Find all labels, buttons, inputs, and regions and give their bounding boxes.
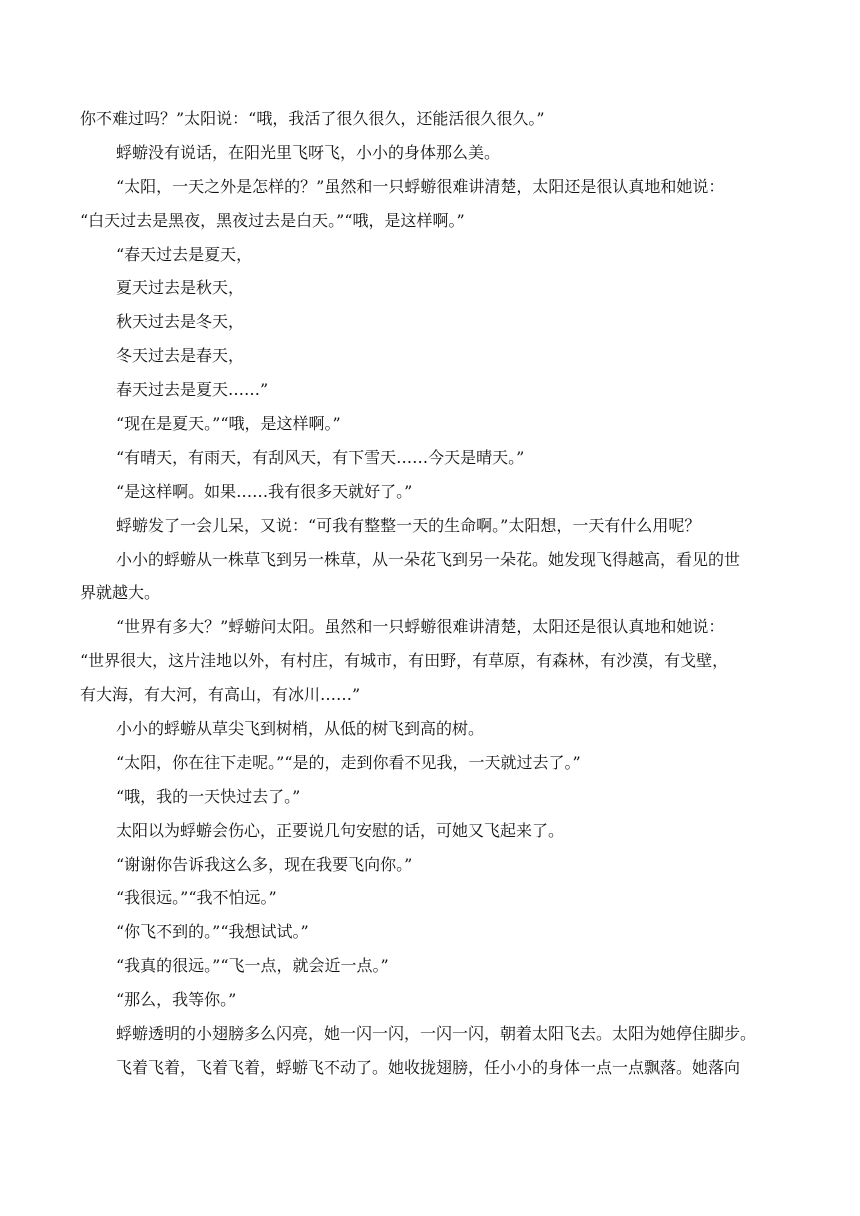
text-line: 秋天过去是冬天，: [116, 312, 245, 332]
text-line: 春天过去是夏天……”: [116, 380, 269, 400]
text-line: 小小的蜉蝣从草尖飞到树梢，从低的树飞到高的树。: [116, 719, 485, 739]
text-line: “太阳，一天之外是怎样的？”虽然和一只蜉蝣很难讲清楚，太阳还是很认真地和她说：: [116, 176, 725, 196]
text-line: “白天过去是黑夜，黑夜过去是白天。”“哦，是这样啊。”: [80, 210, 465, 230]
text-line: “现在是夏天。”“哦，是这样啊。”: [116, 414, 341, 434]
text-line: 小小的蜉蝣从一株草飞到另一株草，从一朵花飞到另一朵花。她发现飞得越高，看见的世: [116, 549, 741, 569]
text-line: “我很远。”“我不怕远。”: [116, 888, 277, 908]
text-line: “有晴天，有雨天，有刮风天，有下雪天……今天是晴天。”: [116, 447, 525, 467]
text-line: “太阳，你在往下走呢。”“是的，走到你看不见我，一天就过去了。”: [116, 752, 581, 772]
text-line: 蜉蝣没有说话，在阳光里飞呀飞，小小的身体那么美。: [116, 142, 501, 162]
text-line: 飞着飞着，飞着飞着，蜉蝣飞不动了。她收拢翅膀，任小小的身体一点一点飘落。她落向: [116, 1057, 741, 1077]
text-line: “你飞不到的。”“我想试试。”: [116, 922, 309, 942]
text-line: 太阳以为蜉蝣会伤心，正要说几句安慰的话，可她又飞起来了。: [116, 820, 565, 840]
text-line: “我真的很远。”“飞一点，就会近一点。”: [116, 956, 389, 976]
text-line: “那么，我等你。”: [116, 990, 237, 1010]
story-text: [80, 102, 784, 1085]
text-line: “世界很大，这片洼地以外，有村庄，有城市，有田野，有草原，有森林，有沙漠，有戈壁，: [80, 651, 729, 671]
text-line: 蜉蝣发了一会儿呆，又说：“可我有整整一天的生命啊。”太阳想，一天有什么用呢？: [116, 515, 701, 535]
text-line: “哦，我的一天快过去了。”: [116, 786, 301, 806]
text-line: “是这样啊。如果……我有很多天就好了。”: [116, 481, 413, 501]
text-line: 界就越大。: [80, 583, 161, 603]
text-line: 蜉蝣透明的小翅膀多么闪亮，她一闪一闪，一闪一闪，朝着太阳飞去。太阳为她停住脚步。: [116, 1024, 757, 1044]
text-line: 冬天过去是春天，: [116, 346, 245, 366]
text-line: 夏天过去是秋天，: [116, 278, 245, 298]
text-line: 你不难过吗？”太阳说：“哦，我活了很久很久，还能活很久很久。”: [80, 109, 545, 128]
text-line: 有大海，有大河，有高山，有冰川……”: [80, 685, 361, 705]
text-line: “谢谢你告诉我这么多，现在我要飞向你。”: [116, 854, 413, 874]
text-line: “世界有多大？”蜉蝣问太阳。虽然和一只蜉蝣很难讲清楚，太阳还是很认真地和她说：: [116, 617, 725, 637]
text-line: “春天过去是夏天，: [116, 244, 253, 264]
